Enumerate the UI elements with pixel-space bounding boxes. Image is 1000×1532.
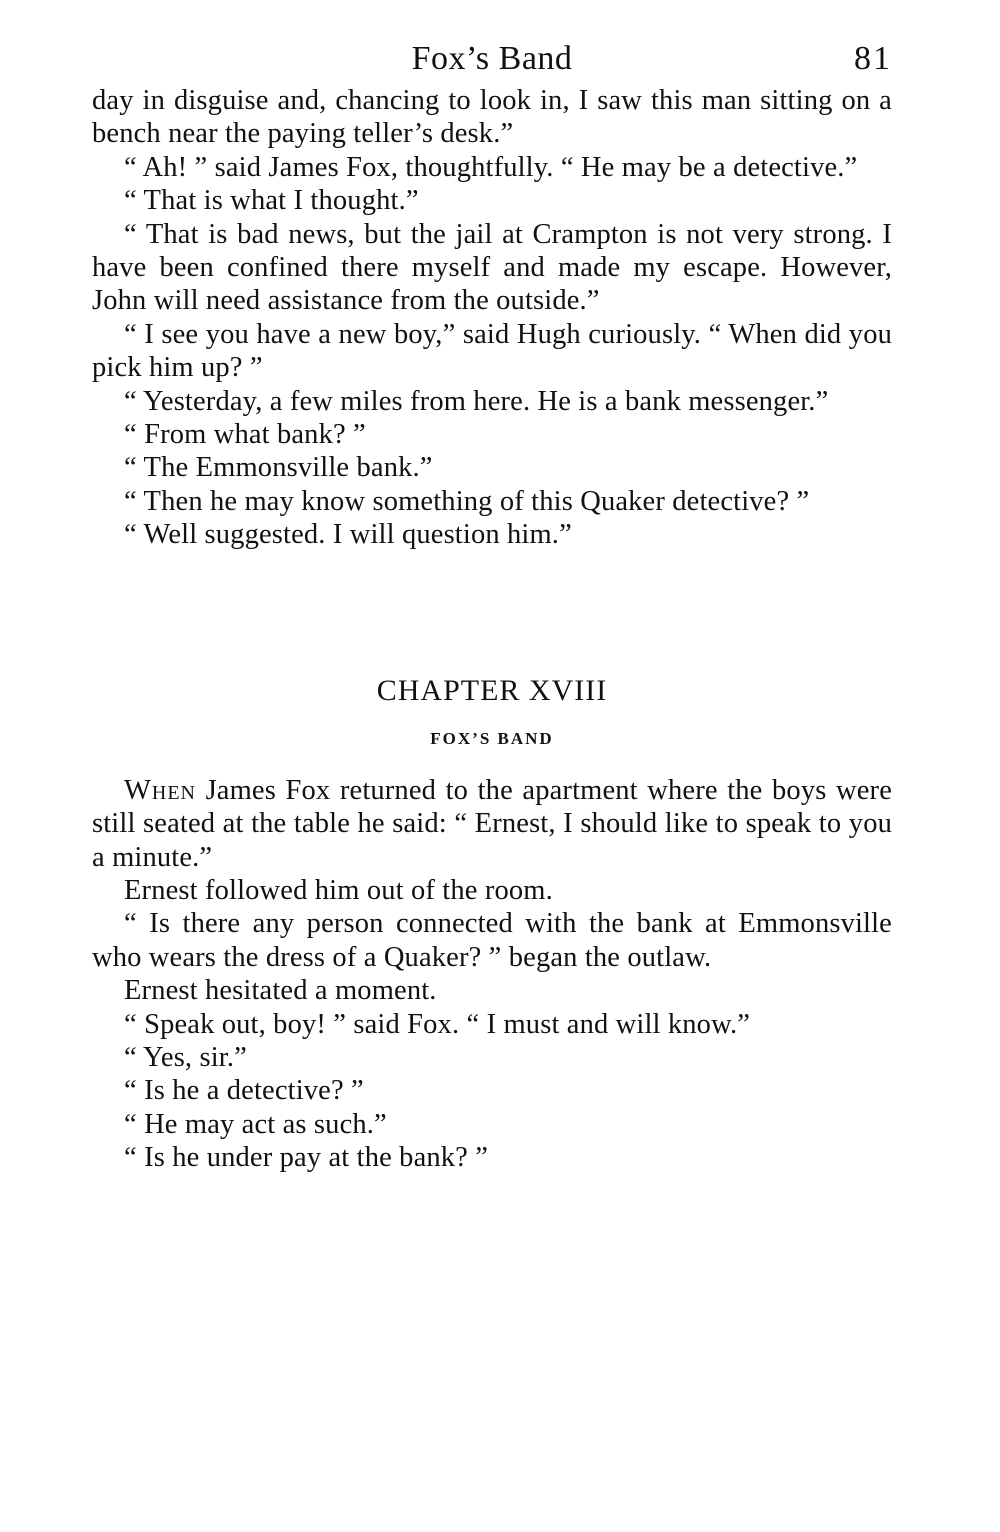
paragraph: “ Yes, sir.” — [124, 1041, 247, 1073]
paragraph: “ Well suggested. I will question him.” — [124, 519, 572, 551]
chapter-heading: CHAPTER XVIII — [376, 673, 608, 707]
text-block-top — [92, 84, 892, 552]
paragraph: “ That is bad news, but the jail at Crampton is not very strong. I have been confined there myself and made my escape. However, John will need assistance from the outside.” — [92, 218, 892, 317]
opening-paragraph-text: James Fox returned to the apartment where the boys were still seated at the table he said: “ Ernest, I should like to speak to you a minute.” — [92, 774, 892, 873]
paragraph: “ Is he a detective? ” — [124, 1075, 364, 1107]
paragraph: “ That is what I thought.” — [124, 185, 419, 217]
chapter-subheading: FOX’S BAND — [430, 728, 554, 748]
paragraph: day in disguise and, chancing to look in, I saw this man sitting on a bench near the paying teller’s desk.” — [92, 85, 892, 150]
paragraph: “ From what bank? ” — [124, 419, 366, 451]
paragraph: “ Is there any person connected with the bank at Emmonsville who wears the dress of a Quaker? ” began the outlaw. — [92, 908, 892, 973]
paragraph: Ernest followed him out of the room. — [124, 874, 553, 906]
paragraph: “ I see you have a new boy,” said Hugh curiously. “ When did you pick him up? ” — [92, 318, 892, 384]
text-block-chapter — [92, 774, 892, 1175]
chapter-opening-paragraph — [92, 774, 892, 874]
paragraph: “ Speak out, boy! ” said Fox. “ I must and will know.” — [124, 1008, 751, 1040]
running-title: Fox’s Band — [411, 40, 573, 77]
paragraph: “ He may act as such.” — [124, 1108, 387, 1140]
paragraph: “ The Emmonsville bank.” — [124, 452, 433, 484]
opening-word: When — [124, 774, 197, 806]
paragraph: “ Is he under pay at the bank? ” — [124, 1142, 489, 1174]
paragraph: “ Yesterday, a few miles from here. He is a bank messenger.” — [124, 385, 829, 417]
book-page — [92, 34, 892, 1175]
running-head — [92, 34, 892, 84]
page-number: 81 — [854, 40, 892, 77]
paragraph: “ Then he may know something of this Quaker detective? ” — [124, 485, 810, 517]
paragraph: “ Ah! ” said James Fox, thoughtfully. “ He may be a detective.” — [124, 151, 858, 183]
paragraph: Ernest hesitated a moment. — [124, 975, 437, 1007]
